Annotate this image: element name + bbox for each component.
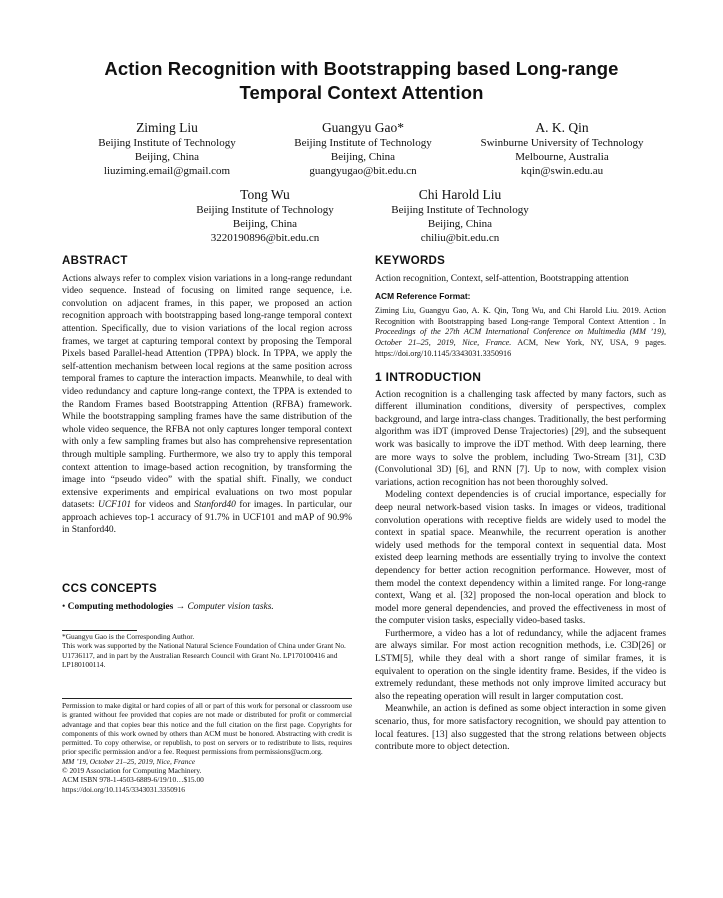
author-name: Chi Harold Liu xyxy=(418,187,502,202)
footnote xyxy=(62,632,352,669)
author-name: Tong Wu xyxy=(240,187,290,202)
author-affiliation: Beijing Institute of Technology xyxy=(391,204,529,216)
ccs-heading: CCS CONCEPTS xyxy=(62,583,157,595)
footnote-rule xyxy=(62,630,137,631)
reference-format-heading: ACM Reference Format: xyxy=(375,291,471,301)
reference-format xyxy=(375,290,666,360)
dataset-ucf101: UCF101 xyxy=(98,500,132,511)
author-affiliation: Beijing Institute of Technology xyxy=(294,137,432,149)
permission-text: Permission to make digital or hard copies of all or part of this work for personal or classroom use is granted without fee provided that copies are not made or distributed for profit or commercial advantage and that copies bear this notice and the full citation on the first page. Copyrights for components of this work owned by others than ACM must be honored. Abstracting with credit is permitted. To copy otherwise, or republish, to post on servers or to redistribute to lists, requires prior specific permission and/or a fee. Request permissions from permissions@acm.org. xyxy=(62,701,352,757)
author-name: Ziming Liu xyxy=(136,120,198,135)
paper-title xyxy=(0,57,723,105)
author-block-4 xyxy=(160,186,370,245)
intro-paragraph-1: Action recognition is a challenging task affected by many factors, such as different illumination conditions, diversity of perspectives, complex background, and large intra-class changes. Traditionally, the best performing algorithm was iDT (improved Dense Trajectories) [29], and the subsequent work was basically to improve the iDT method. With deep learning, there are more ways to solve the problem, including Two-Stream [31], C3D (Convolutional 3D) [6], and RNN [7]. Up to now, with complex vision variations, action recognition has not been thoroughly solved. xyxy=(375,389,666,488)
introduction-section xyxy=(375,371,666,754)
author-email: kqin@swin.edu.au xyxy=(520,165,604,177)
author-location: Beijing, China xyxy=(427,218,493,230)
abstract-section xyxy=(62,255,352,537)
ccs-concepts: • Computing methodologies → Computer vision tasks. xyxy=(62,601,274,612)
permission-copyright: © 2019 Association for Computing Machinery. xyxy=(62,766,202,776)
author-email: 3220190896@bit.edu.cn xyxy=(210,232,320,244)
intro-paragraph-2: Modeling context dependencies is of crucial importance, especially for deep neural network-based vision tasks. In images or videos, traditional convolution operations with receptive fields are widely used to model the context in spatial space. Meanwhile, the recurrent operation is another widely used methods for the temporal context in sequential data. Most existed deep learning methods are essentially trying to involve the context dependency for better action recognition performance. However, most of them model the context dependency within a limited range. For long-range context, Wang et al. [32] proposed the non-local operation and block to model more general dependencies, and proved the effectiveness in most of the computer vision tasks, especially video-based tasks. xyxy=(375,490,666,627)
author-affiliation: Beijing Institute of Technology xyxy=(196,204,334,216)
reference-format-body: Ziming Liu, Guangyu Gao, A. K. Qin, Tong Wu, and Chi Harold Liu. 2019. Action Recognition with Bootstrapping based Long-range Temporal Context Attention . In Proceedings of the 27th ACM International Conference on Multimedia (MM ’19), October 21–25, 2019, Nice, France. ACM, New York, NY, USA, 9 pages. https://doi.org/10.1145/3343031.3350916 xyxy=(375,305,666,359)
permission-doi: https://doi.org/10.1145/3343031.3350916 xyxy=(62,784,185,794)
author-name: Guangyu Gao* xyxy=(321,120,405,135)
dataset-stanford40: Stanford40 xyxy=(194,500,236,511)
author-email: chiliu@bit.edu.cn xyxy=(420,232,500,244)
permission-venue: MM ’19, October 21–25, 2019, Nice, France xyxy=(62,756,196,766)
author-email: liuziming.email@gmail.com xyxy=(103,165,231,177)
author-block-5 xyxy=(355,186,565,245)
title-line-2: Temporal Context Attention xyxy=(239,82,484,103)
author-location: Beijing, China xyxy=(330,151,396,163)
author-name: A. K. Qin xyxy=(535,120,589,135)
permission-rule xyxy=(62,698,352,699)
ccs-section xyxy=(62,583,352,613)
keywords-text: Action recognition, Context, self-attention, Bootstrapping attention xyxy=(375,273,629,284)
author-block-2 xyxy=(258,119,468,178)
permission-block xyxy=(62,701,352,794)
abstract-heading: ABSTRACT xyxy=(62,255,128,267)
introduction-heading: 1 INTRODUCTION xyxy=(375,370,482,384)
author-location: Beijing, China xyxy=(232,218,298,230)
intro-paragraph-3: Furthermore, a video has a lot of redundancy, while the adjacent frames are always similar. For most action recognition methods, i.e. C3D[26] or LSTM[5], while they deal with a short range of similar frames, it is equivalent to operation on the single identity frame. Besides, if the video is extremely redundant, these methods not only improve limited accuracy but also the repeating operation will result in larger computation cost. xyxy=(375,628,666,702)
author-affiliation: Swinburne University of Technology xyxy=(480,137,644,149)
intro-paragraph-4: Meanwhile, an action is defined as some object interaction in some given scenario, thus, for more satisfactory recognition, we should pay attention to local features. [13] also suggested that the strong relations between objects contribute more to object detection. xyxy=(375,704,666,753)
abstract-body: Actions always refer to complex vision variations in a long-range redundant video sequence. Instead of focusing on limited range sequence, i.e. convolution on adjacent frames, in this paper, we proposed an action recognition approach with bootstrapping based long-range temporal context attention. Specifically, due to vision variations of the local region across frames, we target at capturing temporal context by proposing the Temporal Pixels based Parallel-head Attention (TPPA) block. In TPPA, we apply the self-attention mechanism between local regions at the same position across temporal frames to capture the interaction impacts. Meanwhile, to deal with video redundancy and capture long-range context, the TPPA is extended to the Random Frames based Bootstrapping Attention (RFBA) framework. While the bootstrapping sampling frames have the same distribution of the whole video sequence, the RFBA not only captures longer temporal context with only a few sampling frames but also has comprehensive representation through multiple sampling. Furthermore, we also try to apply this temporal context attention to image-based action recognition, by transforming the image into “pseudo video” with the spatial shift. Finally, we conduct extensive experiments and empirical evaluations on two most popular datasets: UCF101 for videos and Stanford40 for images. In particular, our approach achieves top-1 accuracy of 91.7% in UCF101 and mAP of 90.9% in Stanford40. xyxy=(62,273,352,536)
author-location: Melbourne, Australia xyxy=(515,151,609,163)
footnote-funding: This work was supported by the National Natural Science Foundation of China under Grant No. U1736117, and in part by the Australian Research Council with Grant No. LP170100416 and LP180100114. xyxy=(62,641,346,669)
permission-isbn: ACM ISBN 978-1-4503-6889-6/19/10…$15.00 xyxy=(62,775,204,785)
title-line-1: Action Recognition with Bootstrapping based Long-range xyxy=(104,58,619,79)
author-email: guangyugao@bit.edu.cn xyxy=(309,165,417,177)
author-block-1 xyxy=(62,119,272,178)
keywords-heading: KEYWORDS xyxy=(375,255,446,267)
author-location: Beijing, China xyxy=(134,151,200,163)
author-block-3 xyxy=(452,119,672,178)
footnote-corresponding: *Guangyu Gao is the Corresponding Author. xyxy=(62,632,195,641)
author-affiliation: Beijing Institute of Technology xyxy=(98,137,236,149)
keywords-section xyxy=(375,255,666,285)
